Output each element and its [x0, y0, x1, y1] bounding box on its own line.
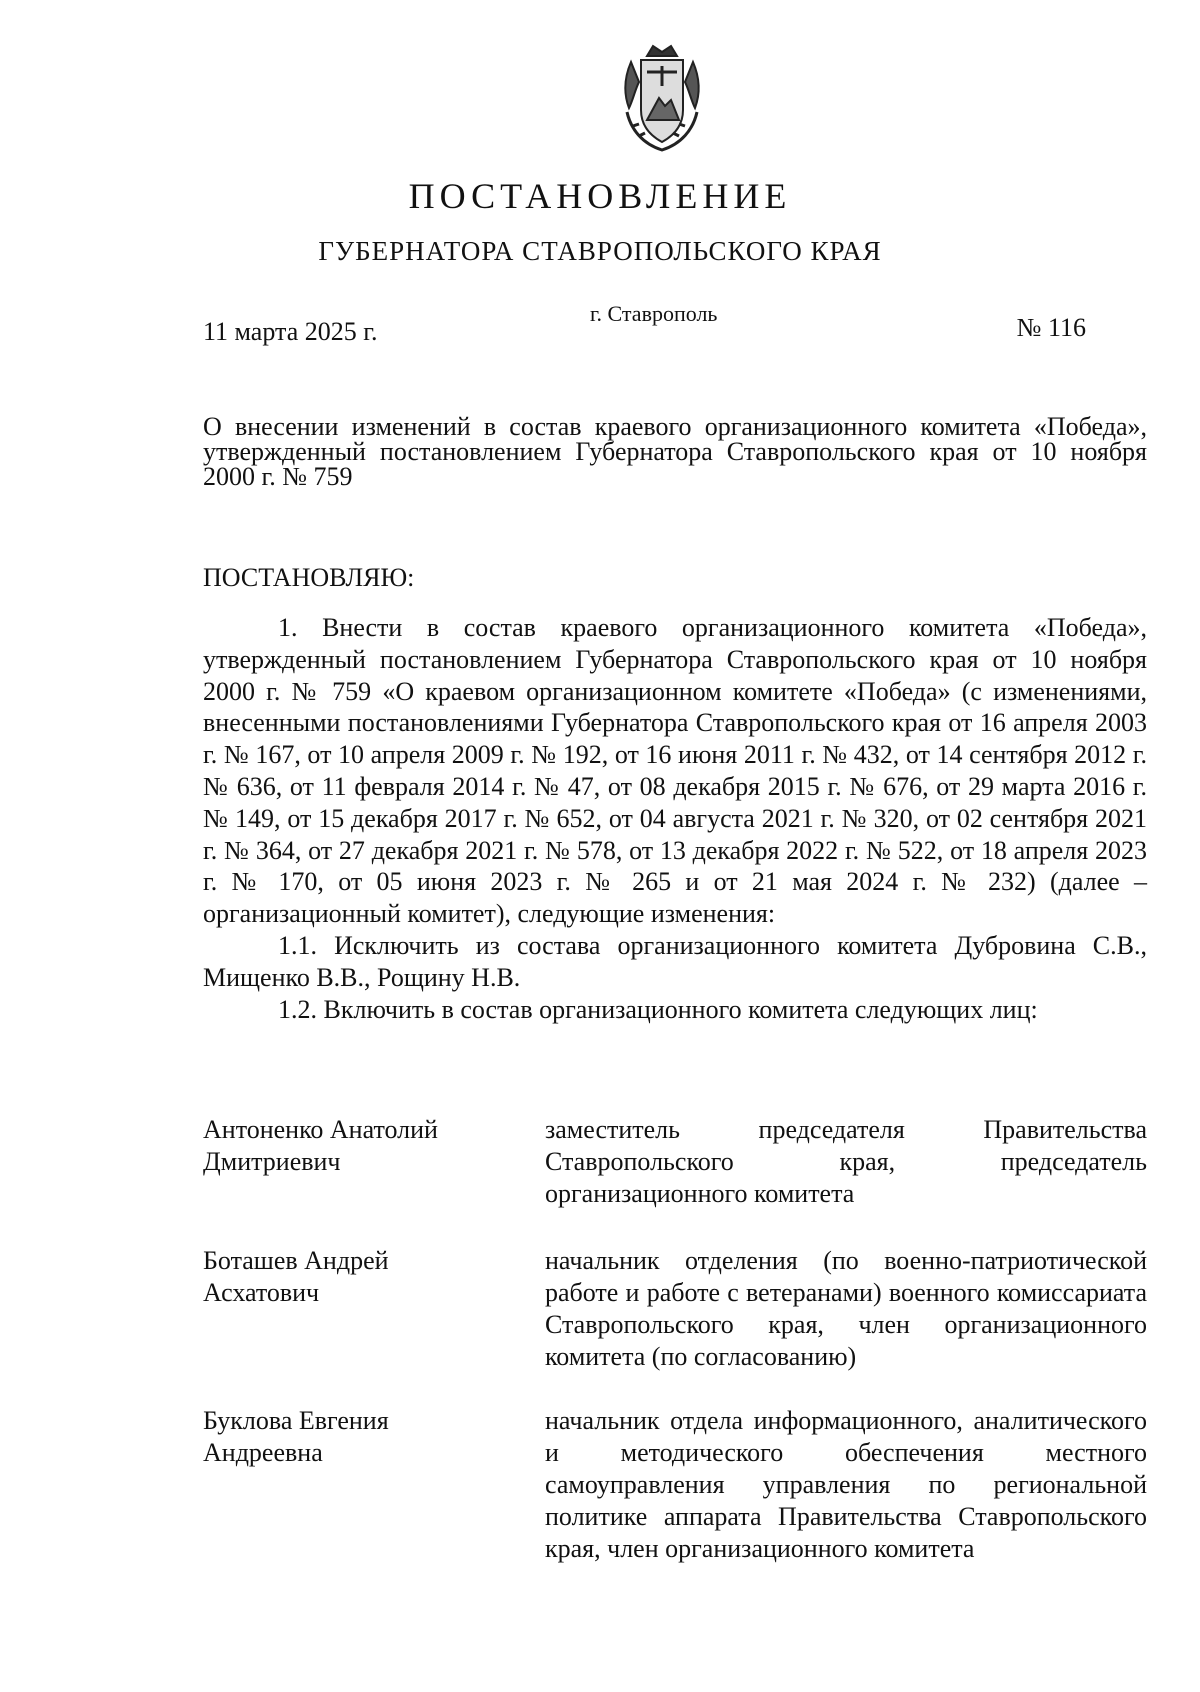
- document-topic: О внесении изменений в состав краевого организационного комитета «Победа», утвержденный постановлением Губернатора Ставропольского края от 10 ноября 2000 г. № 759: [203, 412, 1147, 491]
- paragraph-1-1: 1.1. Исключить из состава организационного комитета Дубровина С.В., Мищенко В.В., Рощину Н.В.: [203, 930, 1147, 992]
- paragraph-1: 1. Внести в состав краевого организационного комитета «Победа», утвержденный постановлением Губернатора Ставропольского края от 10 ноября 2000 г. № 759 «О краевом организационном комитете «Победа» (с изменениями, внесенными постановлениями Губернатора Ставропольского края от 16 апреля 2003 г. № 167, от 10 апреля 2009 г. № 192, от 16 июня 2011 г. № 432, от 14 сентября 2012 г. № 636, от 11 февраля 2014 г. № 47, от 08 декабря 2015 г. № 676, от 29 марта 2016 г. № 149, от 15 декабря 2017 г. № 652, от 04 августа 2021 г. № 320, от 02 сентября 2021 г. № 364, от 27 декабря 2021 г. № 578, от 13 декабря 2022 г. № 522, от 18 апреля 2023 г. № 170, от 05 июня 2023 г. № 265 и от 21 мая 2024 г. № 232) (далее – организационный комитет), следующие изменения:: [203, 613, 1147, 929]
- document-subtitle: ГУБЕРНАТОРА СТАВРОПОЛЬСКОГО КРАЯ: [318, 236, 882, 266]
- person-name: Буклова Евгения Андреевна: [203, 1406, 389, 1467]
- document-title: ПОСТАНОВЛЕНИЕ: [408, 176, 792, 216]
- decree-word: ПОСТАНОВЛЯЮ:: [203, 563, 415, 592]
- person-name: Боташев Андрей Асхатович: [203, 1246, 389, 1307]
- document-city: г. Ставрополь: [590, 301, 718, 326]
- document-body: [203, 612, 1147, 1025]
- document-number: № 116: [1016, 313, 1086, 342]
- person-name: Антоненко Анатолий Дмитриевич: [203, 1115, 438, 1176]
- coat-of-arms-emblem: [617, 42, 707, 154]
- person-role: начальник отдела информационного, аналитического и методического обеспечения местного самоуправления управления по региональной политике аппарата Правительства Ставропольского края, член организационного комитета: [545, 1406, 1147, 1563]
- paragraph-1-2: 1.2. Включить в состав организационного комитета следующих лиц:: [278, 994, 1038, 1024]
- document-date: 11 марта 2025 г.: [203, 317, 378, 346]
- person-role: начальник отделения (по военно-патриотической работе и работе с ветеранами) военного комиссариата Ставропольского края, член организационного комитета (по согласованию): [545, 1246, 1147, 1371]
- person-role: заместитель председателя Правительства Ставропольского края, председатель организационного комитета: [545, 1115, 1147, 1208]
